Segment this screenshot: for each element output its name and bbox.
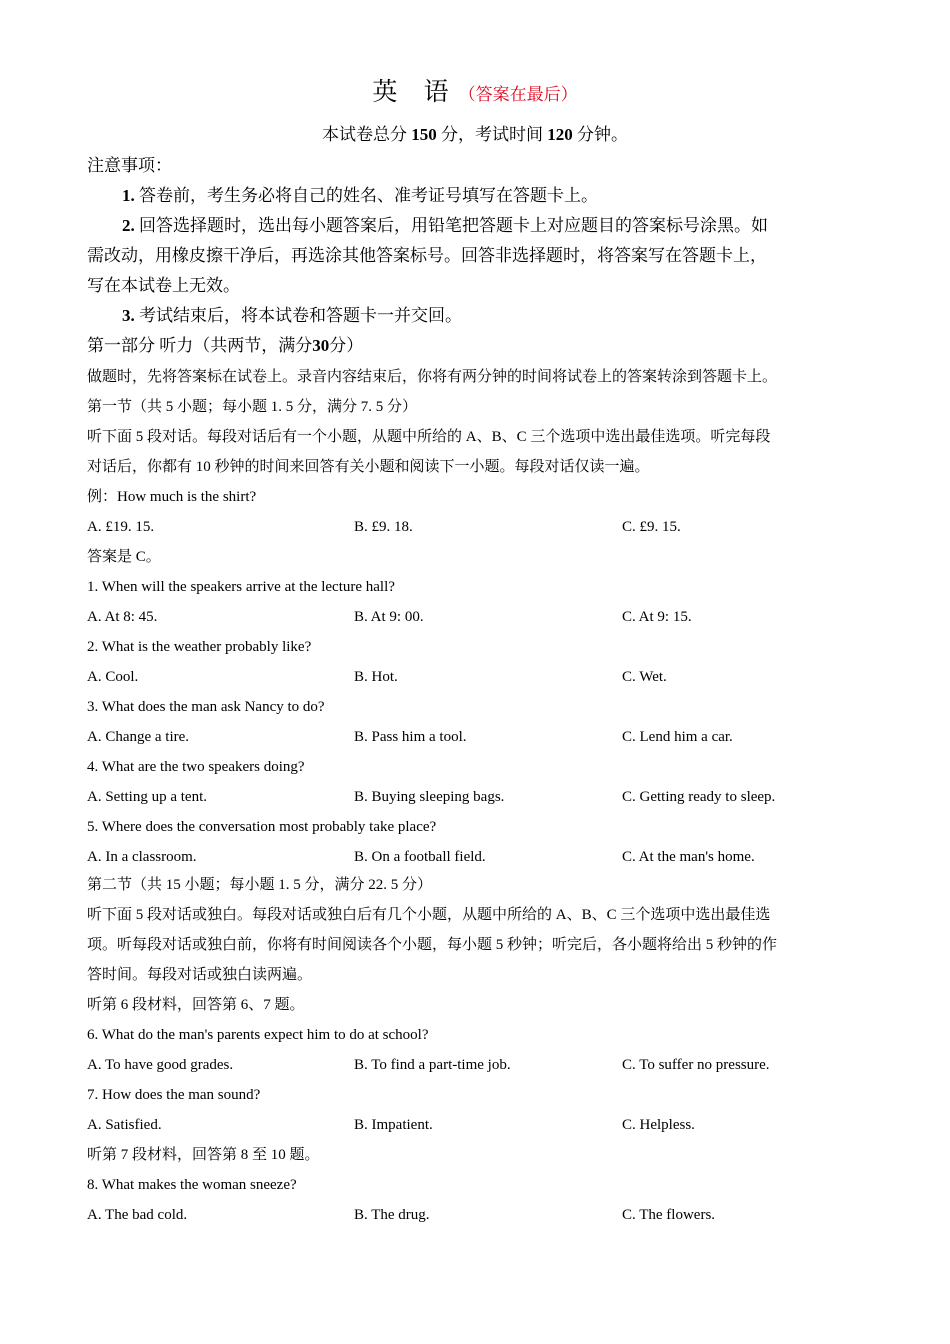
material-7-note: 听第 7 段材料，回答第 8 至 10 题。	[87, 1147, 320, 1163]
note-num: 2.	[122, 216, 135, 235]
exam-meta	[0, 123, 950, 147]
section1-instruction-line-2: 对话后，你都有 10 秒钟的时间来回答有关小题和阅读下一小题。每段对话仅读一遍。	[87, 459, 650, 475]
example-options	[87, 516, 867, 538]
example-answer: 答案是 C。	[87, 549, 161, 565]
option-a: A. In a classroom.	[87, 849, 197, 865]
question-7: 7. How does the man sound?	[87, 1087, 261, 1103]
question-4-options	[87, 786, 867, 808]
option-a: A. Satisfied.	[87, 1117, 162, 1133]
section2-heading: 第二节（共 15 小题；每小题 1. 5 分，满分 22. 5 分）	[87, 877, 433, 893]
part1-heading-suffix: 分）	[329, 336, 364, 355]
option-c: C. Getting ready to sleep.	[622, 789, 776, 805]
note-text: 答卷前，考生务必将自己的姓名、准考证号填写在答题卡上。	[139, 186, 598, 205]
note-num: 3.	[122, 306, 135, 325]
question-8-options	[87, 1204, 867, 1226]
section1-instruction-line-1: 听下面 5 段对话。每段对话后有一个小题，从题中所给的 A、B、C 三个选项中选出最佳选项。听完每段	[87, 429, 771, 445]
title-text: 英 语	[372, 79, 459, 106]
option-a: A. Setting up a tent.	[87, 789, 207, 805]
part1-score: 30	[312, 336, 330, 355]
part1-heading	[87, 334, 363, 358]
option-b: B. Pass him a tool.	[354, 729, 467, 745]
note-item-1	[122, 184, 598, 208]
option-c: C. Wet.	[622, 669, 667, 685]
option-a: A. Change a tire.	[87, 729, 190, 745]
question-6: 6. What do the man's parents expect him to do at school?	[87, 1027, 429, 1043]
question-8: 8. What makes the woman sneeze?	[87, 1177, 297, 1193]
note-text: 回答选择题时，选出每小题答案后，用铅笔把答题卡上对应题目的答案标号涂黑。如	[139, 216, 768, 235]
material-6-note: 听第 6 段材料，回答第 6、7 题。	[87, 997, 305, 1013]
option-c: C. At 9: 15.	[622, 609, 692, 625]
meta-suffix: 分钟。	[577, 125, 628, 144]
option-b: B. Hot.	[354, 669, 398, 685]
question-6-options	[87, 1054, 867, 1076]
title-note: （答案在最后）	[458, 85, 578, 104]
option-c: C. The flowers.	[622, 1207, 716, 1223]
option-a: A. Cool.	[87, 669, 139, 685]
option-b: B. At 9: 00.	[354, 609, 424, 625]
meta-mid: 分，考试时间	[441, 125, 543, 144]
question-5-options	[87, 846, 867, 868]
option-c: C. Helpless.	[622, 1117, 695, 1133]
option-b: B. The drug.	[354, 1207, 430, 1223]
example-question: 例：How much is the shirt?	[87, 489, 257, 505]
notes-heading: 注意事项：	[87, 156, 172, 175]
question-7-options	[87, 1114, 867, 1136]
option-a: A. £19. 15.	[87, 519, 155, 535]
meta-prefix: 本试卷总分	[322, 125, 407, 144]
option-b: B. To find a part-time job.	[354, 1057, 511, 1073]
section1-heading: 第一节（共 5 小题；每小题 1. 5 分，满分 7. 5 分）	[87, 399, 418, 415]
option-a: A. To have good grades.	[87, 1057, 234, 1073]
note-num: 1.	[122, 186, 135, 205]
note-item-2-line-2: 需改动，用橡皮擦干净后，再选涂其他答案标号。回答非选择题时，将答案写在答题卡上，	[87, 246, 767, 265]
option-b: B. £9. 18.	[354, 519, 413, 535]
option-a: A. At 8: 45.	[87, 609, 158, 625]
option-c: C. At the man's home.	[622, 849, 755, 865]
note-text: 考试结束后，将本试卷和答题卡一并交回。	[139, 306, 462, 325]
section2-instruction-line-1: 听下面 5 段对话或独白。每段对话或独白后有几个小题，从题中所给的 A、B、C 三个选项中选出最佳选	[87, 907, 771, 923]
question-2-options	[87, 666, 867, 688]
part1-instruction: 做题时，先将答案标在试卷上。录音内容结束后，你将有两分钟的时间将试卷上的答案转涂到答题卡上。	[87, 369, 778, 385]
option-b: B. Buying sleeping bags.	[354, 789, 505, 805]
section2-instruction-line-3: 答时间。每段对话或独白读两遍。	[87, 967, 313, 983]
meta-score: 150	[411, 125, 437, 144]
note-item-2-line-3: 写在本试卷上无效。	[87, 276, 240, 295]
question-1-options	[87, 606, 867, 628]
note-item-2	[122, 214, 768, 238]
question-1: 1. When will the speakers arrive at the lecture hall?	[87, 579, 395, 595]
question-3-options	[87, 726, 867, 748]
meta-time: 120	[547, 125, 573, 144]
question-2: 2. What is the weather probably like?	[87, 639, 312, 655]
option-c: C. To suffer no pressure.	[622, 1057, 770, 1073]
section2-instruction-line-2: 项。听每段对话或独白前，你将有时间阅读各个小题，每小题 5 秒钟；听完后，各小题将给出 5 秒钟的作	[87, 937, 778, 953]
option-b: B. Impatient.	[354, 1117, 433, 1133]
question-5: 5. Where does the conversation most probably take place?	[87, 819, 437, 835]
question-3: 3. What does the man ask Nancy to do?	[87, 699, 325, 715]
page-title	[0, 78, 950, 110]
part1-heading-prefix: 第一部分 听力（共两节，满分	[87, 336, 313, 355]
option-a: A. The bad cold.	[87, 1207, 188, 1223]
option-b: B. On a football field.	[354, 849, 486, 865]
note-item-3	[122, 304, 462, 328]
question-4: 4. What are the two speakers doing?	[87, 759, 305, 775]
option-c: C. Lend him a car.	[622, 729, 733, 745]
option-c: C. £9. 15.	[622, 519, 681, 535]
